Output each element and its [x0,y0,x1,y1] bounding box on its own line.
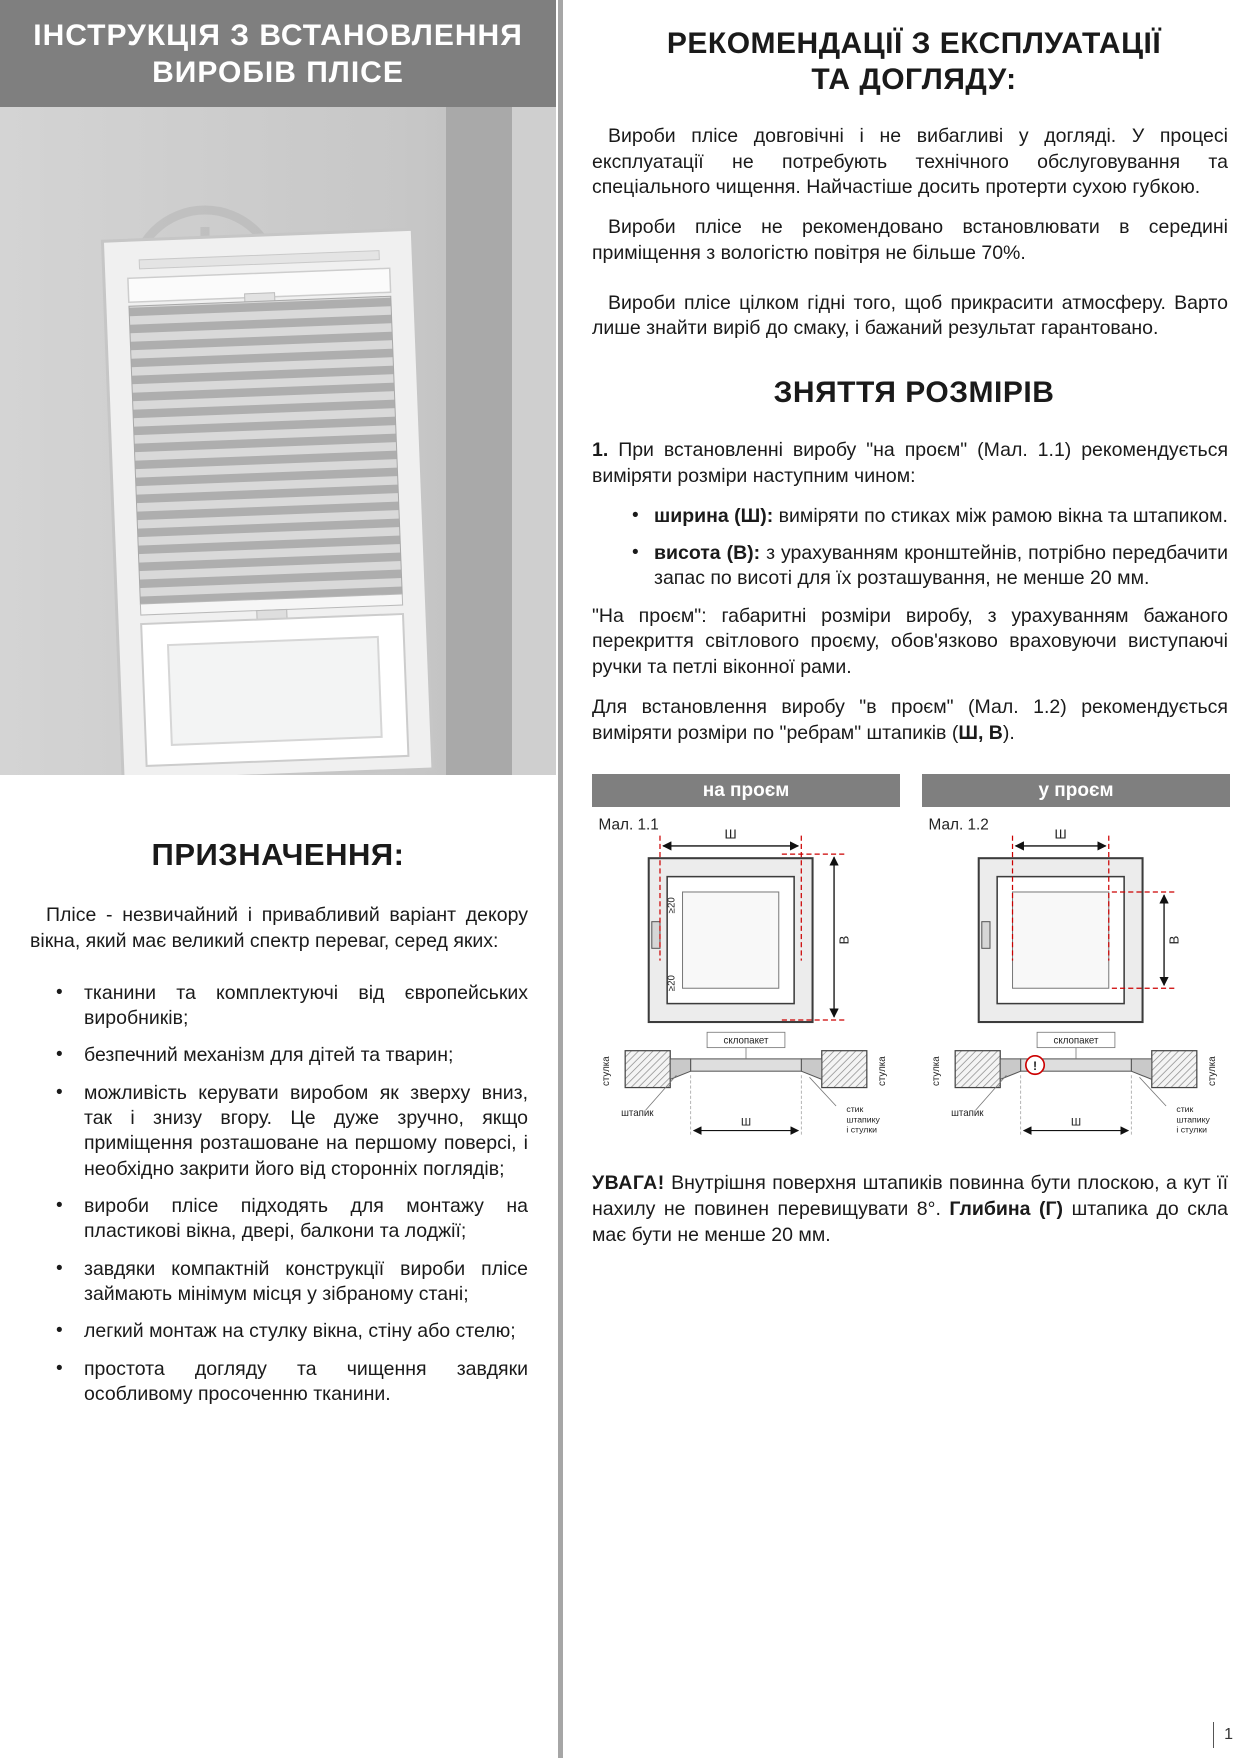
care-title [598,26,1230,98]
left-header-line1: ІНСТРУКЦІЯ З ВСТАНОВЛЕННЯ [33,19,523,52]
figure-label: Мал. 1.2 [928,816,989,834]
diagram-u-proem [922,774,1230,1149]
overlap-top-label: ≥20 [666,897,678,914]
height-dim-label: В [1166,935,1182,945]
measuring-step-1 [590,438,1238,489]
wall-right-edge [512,107,556,775]
cross-section [931,1033,1218,1135]
purpose-title: ПРИЗНАЧЕННЯ: [151,837,405,873]
list-item [624,541,1228,592]
sash-profile-left [625,1051,670,1088]
attention-mark: ! [1032,1059,1038,1074]
joint-label-3: і стулки [846,1124,877,1135]
joint-label-2: штапику [1176,1114,1210,1125]
care-title-line2: ТА ДОГЛЯДУ: [811,63,1017,96]
measuring-list [590,504,1238,592]
v-proem-paragraph [590,695,1238,746]
height-dim-label: В [836,935,852,945]
joint-label-3: і стулки [1176,1124,1207,1135]
wall-reveal [446,107,512,775]
sklopaket-label: склопакет [723,1035,769,1047]
window-handle [982,922,990,949]
section-width-label: Ш [1070,1116,1082,1129]
sklopaket-label: склопакет [1053,1035,1099,1047]
figure-label: Мал. 1.1 [598,816,659,834]
purpose-list [0,981,556,1408]
na-proem-paragraph: "На проєм": габаритні розміри виробу, з урахуванням бажаного перекриття світлового проєму, обов'язково враховуючи виступаючі ручки та петлі віконної рами. [592,604,1228,679]
list-item: • можливість керувати виробом як зверху вниз, так і знизу вгору. Це дуже зручно, якщо приміщення розташоване на першому поверсі, і необхідно закрити його від сторонніх поглядів; [48,1081,528,1182]
glazing-bead-left [1000,1059,1020,1079]
diagram1-figure [592,807,900,1149]
diagram2-figure [922,807,1230,1149]
step-number: 1. [592,439,609,462]
v-proem-post: ). [1002,721,1015,744]
list-item [624,504,1228,529]
diagram2-header: у проєм [922,774,1230,807]
list-item: • тканини та комплектуючі від європейських виробників; [48,981,528,1032]
glazing-bead-right [801,1059,821,1079]
warning-label: УВАГА! [592,1172,665,1195]
width-dim-label: Ш [1054,827,1067,843]
joint-label-1: стик [1176,1104,1194,1115]
sash-profile-right [822,1051,867,1088]
glazing-unit [691,1059,802,1071]
left-column [0,0,556,1419]
section-width-label: Ш [740,1116,752,1129]
step-text: При встановленні виробу "на проєм" (Мал. 1.1) рекомендується виміряти розміри наступним чином: [592,439,1228,487]
width-dim-label: Ш [724,827,737,843]
stulka-left-label: стулка [930,1056,942,1087]
window-handle [652,922,660,949]
list-item: • завдяки компактній конструкції вироби плісе займають мінімум місця у зібраному стані; [48,1257,528,1308]
sash-profile-right [1152,1051,1197,1088]
pleated-blind [129,296,402,604]
width-dimension [663,827,798,846]
sash-profile-left [955,1051,1000,1088]
list-item: • легкий монтаж на стулку вікна, стіну або стелю; [48,1319,528,1344]
list-item: • безпечний механізм для дітей та тварин; [48,1043,528,1068]
joint-label-2: штапику [846,1114,880,1125]
window-illustration [0,107,556,775]
stulka-right-label: стулка [877,1056,889,1087]
warning-text-1: Внутрішня поверхня штапиків повинна бути плоскою, а кут її нахилу не повинен перевищувати 8°. [592,1172,1228,1221]
right-column [590,0,1238,1263]
shtapyk-label: штапик [621,1108,654,1120]
height-dimension [834,857,851,1017]
window-group [102,230,433,776]
stulka-left-label: стулка [600,1056,612,1087]
care-paragraph-3: Вироби плісе цілком гідні того, щоб прикрасити атмосферу. Варто лише знайти виріб до смаку, і бажаний результат гарантовано. [592,291,1228,340]
term-height-text: з урахуванням кронштейнів, потрібно передбачити запас по висоті для їх розташування, не менше 20 мм. [654,541,1229,590]
list-item: • простота догляду та чищення завдяки особливому просоченню тканини. [48,1357,528,1408]
left-header [0,0,556,107]
term-width-text: виміряти по стиках між рамою вікна та штапиком. [773,504,1228,527]
diagrams-row [592,774,1238,1149]
v-proem-dims: Ш, В [958,721,1003,744]
overlap-bottom-label: ≥20 [666,975,678,992]
measuring-title: ЗНЯТТЯ РОЗМІРІВ [773,376,1055,410]
warning-paragraph [590,1171,1238,1248]
width-dimension [1016,827,1106,846]
attention-circle-icon [1026,1056,1044,1074]
purpose-intro: Плісе - незвичайний і привабливий варіант декору вікна, який має великий спектр переваг, серед яких: [30,904,528,952]
glazing-bead-right [1131,1059,1151,1079]
window-glass [168,637,382,745]
v-proem-pre: Для встановлення виробу "в проєм" (Мал. 1.2) рекомендується виміряти розміри по "ребрам" штапиків ( [592,695,1228,744]
care-paragraph-2: Вироби плісе не рекомендовано встановлювати в середині приміщення з вологістю повітря не більше 70%. [592,216,1228,264]
window-front-view [979,859,1143,1023]
window-photo [0,107,556,775]
term-width: ширина (Ш): [654,504,774,527]
diagram1-header: на проєм [592,774,900,807]
care-title-line1: РЕКОМЕНДАЦІЇ З ЕКСПЛУАТАЦІЇ [666,27,1162,60]
height-dimension [1164,895,1181,985]
diagram-na-proem [592,774,900,1149]
page-number: 1 [1213,1722,1233,1748]
left-header-line2: ВИРОБІВ ПЛІСЕ [152,55,404,89]
column-divider [558,0,563,1758]
joint-label-1: стик [846,1104,864,1115]
care-paragraph-1: Вироби плісе довговічні і не вибагливі у догляді. У процесі експлуатації не потребують технічного обслуговування та спеціального чищення. Найчастіше досить протерти сухою губкою. [592,125,1228,199]
glazing-bead-left [670,1059,690,1079]
warning-text-2: штапика до скла має бути не менше 20 мм. [592,1198,1228,1246]
stulka-right-label: стулка [1207,1056,1219,1087]
warning-depth-term: Глибина (Г) [949,1198,1064,1221]
window-front-view [649,859,813,1023]
shtapyk-label: штапик [951,1108,984,1120]
list-item: • вироби плісе підходять для монтажу на пластикові вікна, двері, балкони та лоджії; [48,1194,528,1245]
term-height: висота (В): [654,541,761,564]
cross-section [601,1033,888,1135]
